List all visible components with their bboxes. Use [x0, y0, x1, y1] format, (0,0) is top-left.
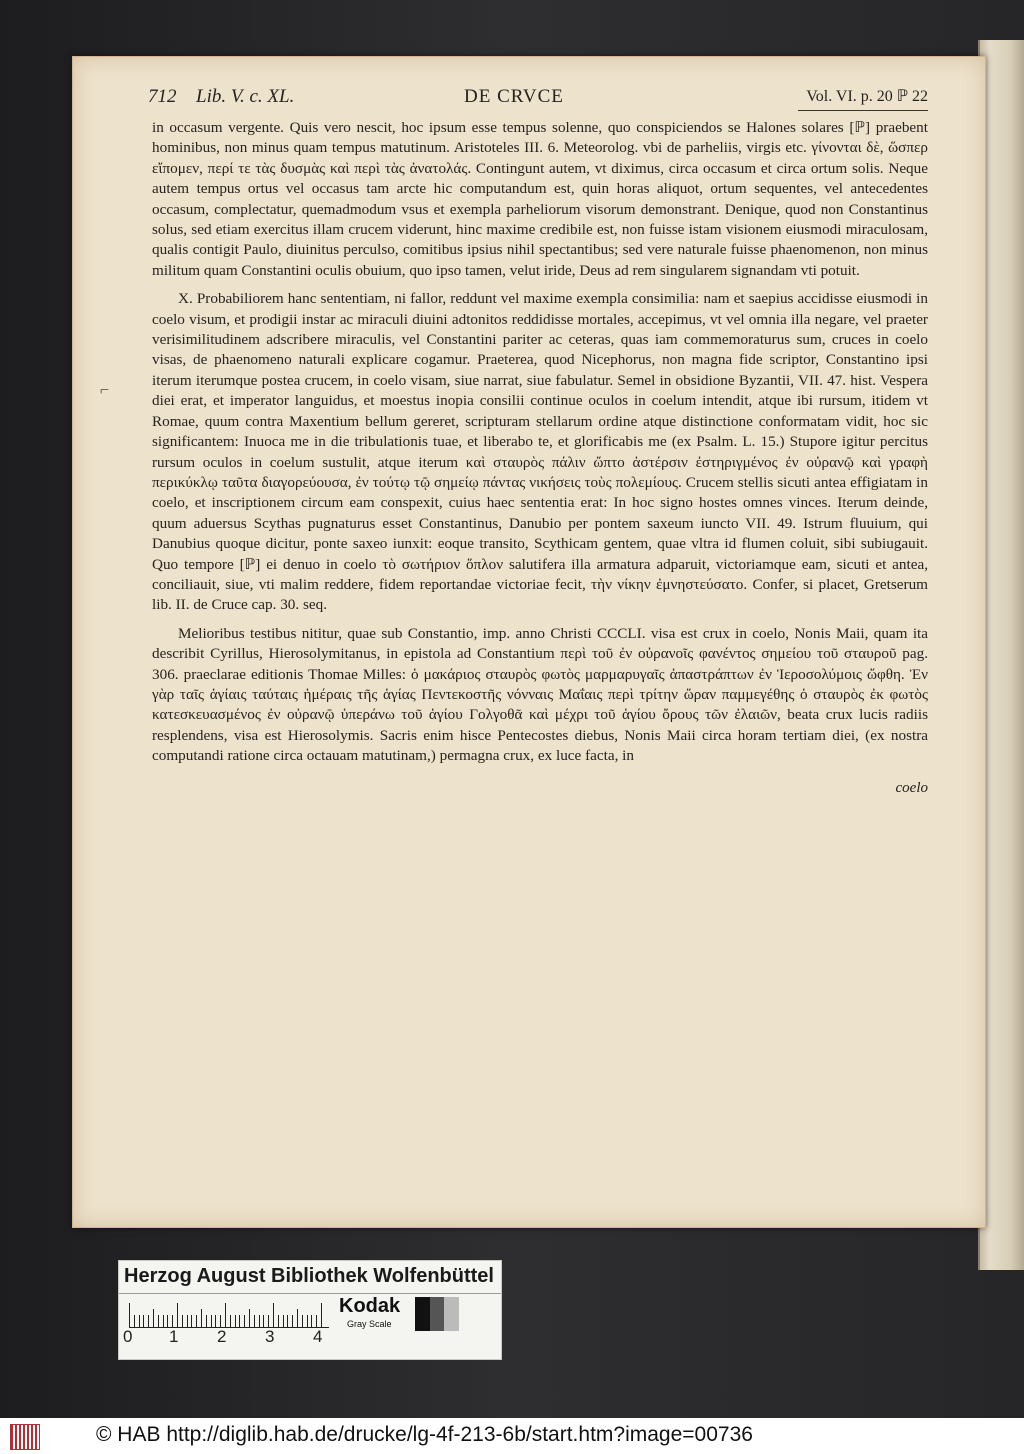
ruler-tick	[220, 1315, 221, 1327]
running-header	[148, 86, 928, 116]
margin-mark: ⌐	[100, 382, 110, 399]
ruler-tick	[191, 1315, 192, 1327]
strip-divider	[119, 1293, 501, 1294]
ruler-tick	[177, 1303, 178, 1327]
ruler-tick	[163, 1315, 164, 1327]
ruler-tick	[273, 1303, 274, 1327]
ruler-tick	[292, 1315, 293, 1327]
ruler-tick	[297, 1309, 298, 1327]
gray-patch	[415, 1297, 430, 1331]
chapter-reference: Lib. V. c. XL.	[196, 86, 295, 107]
institution-label: Herzog August Bibliothek Wolfenbüttel	[124, 1265, 494, 1287]
ruler-tick	[134, 1315, 135, 1327]
ruler-tick	[201, 1309, 202, 1327]
ruler-tick	[167, 1315, 168, 1327]
ruler-tick	[249, 1309, 250, 1327]
ruler-tick	[259, 1315, 260, 1327]
ruler-tick	[172, 1315, 173, 1327]
ruler-tick	[158, 1315, 159, 1327]
color-calibration-strip	[118, 1260, 502, 1360]
ruler-tick	[254, 1315, 255, 1327]
ruler-tick	[307, 1315, 308, 1327]
ruler-tick	[283, 1315, 284, 1327]
ruler-tick	[139, 1315, 140, 1327]
ruler-tick	[129, 1303, 130, 1327]
ruler-tick	[206, 1315, 207, 1327]
ruler-tick	[321, 1303, 322, 1327]
paragraph: Melioribus testibus nititur, quae sub Constantio, imp. anno Christi CCCLI. visa est crux in coelo, Nonis Maii, quam ita describit Cyrillus, Hierosolymitanus, in epistola ad Constantium περὶ τοῦ ἐν οὐρανοῖς φανέντος σημείου τοῦ σταυροῦ pag. 306. praeclarae editionis Thomae Milles: ὁ μακάριος σταυρὸς φωτὸς μαρμαρυγαῖς ἀπαστράπτων ἐν Ἱεροσολύμοις ὤφθη. Ἐν γὰρ ταῖς ἁγίαις ταύταις ἡμέραις τῆς ἁγίας Πεντεκοστῆς νόνναις Μαΐαις περὶ τρίτην ὥραν παμμεγέθης ὁ σταυρὸς ἐκ φωτὸς κατεσκευασμένος ἐν οὐρανῷ ὑπεράνω τοῦ ἁγίου Γολγοθᾶ καὶ μέχρι τοῦ ἁγίου ὄρους τῶν ἐλαιῶν, beata crux lucis radiis resplendens, visa est Hierosolymis. Sacris enim hisce Pentecostes diebus, Nonis Maii circa horam tertiam diei, (ex nostra computandi ratione circa octauam matutinam,) permagna crux, ex luce facta, in	[152, 624, 928, 765]
volume-reference: Vol. VI. p. 20 ℙ 22	[806, 88, 928, 105]
footer-copyright-url[interactable]: © HAB http://diglib.hab.de/drucke/lg-4f-213-6b/start.htm?image=00736	[96, 1423, 753, 1446]
gray-patch	[444, 1297, 459, 1331]
ruler-number: 3	[265, 1327, 275, 1346]
paragraph: X. Probabiliorem hanc sententiam, ni fallor, reddunt vel maxime exempla consimilia: nam et saepius accidisse eiusmodi in coelo visum, et prodigii instar ac miraculi diuini adtonitos reddidisse mortales, accepimus, vt vel omnia illa negare, vel praeter verisimilitudinem adscribere miraculis, vel Constantini pariter ac ceteras, quas iam commemoraturus sum, cruces in coelo visas, de phaenomeno naturali explicare cogamur. Praeterea, quod Nicephorus, non magna fide scriptor, Constantino ipsi iterum iterumque postea crucem, in coelo visam, siue narrat, siue fabulatur. Semel in obsidione Byzantii, VII. 47. hist. Vespera diei erat, et imperator languidus, et moestus inopia consilii continue oculos in coelum intendit, atque ibi rursum, itidem vt Romae, quum contra Maxentium bellum gereret, scripturam stellarum ordine atque distinctione conformatam vidit, hoc sic significantem: Inuoca me in die tribulationis tuae, et liberabo te, et glorificabis me (ex Psalm. L. 15.) Stupore igitur percitus rursum oculos in coelum sustulit, atque iterum καὶ σταυρὸς πάλιν ὤπτο ἀστέρσιν ἐστηριγμένος ἐν οὐρανῷ καὶ γραφὴ περικύκλῳ ταῦτα διαγορεύουσα, ἐν τούτῳ τῷ σημείῳ πάντας νικήσεις τοὺς πολεμίους. Crucem stellis sicuti antea effigiatam in coelo, et inscriptionem circum eam conspexit, cuius haec sententia erat: In hoc signo hostes omnes vinces. Iterum deinde, quum aduersus Scythas pugnaturus esset Constantinus, Danubio per pontem saxeum iuncto VII. 49. Istrum fluuium, qui Danubius quoque dicitur, ponte saxeo iunxit: eoque transito, Scythicam gentem, quae vltra id flumen coluit, sibi subiugauit. Quo tempore [ℙ] ei denuo in coelo τὸ σωτήριον ὅπλον salutifera illa armatura adparuit, victoriamque eam, sicuti et antea, conciliauit, siue, vti malim reddere, fidem reportandae victoriae fecit, τὴν νίκην ἐμνηστεύσατο. Confer, si placet, Gretserum lib. II. de Cruce cap. 30. seq.	[152, 290, 928, 614]
footer-bar	[0, 1418, 1024, 1454]
catchword: coelo	[895, 780, 928, 797]
ruler-tick	[148, 1315, 149, 1327]
ruler-tick	[182, 1315, 183, 1327]
ruler-tick	[143, 1315, 144, 1327]
ruler-tick	[215, 1315, 216, 1327]
ruler-number: 0	[123, 1327, 133, 1346]
ruler-tick	[225, 1303, 226, 1327]
gray-patch	[430, 1297, 445, 1331]
paragraph: in occasum vergente. Quis vero nescit, hoc ipsum esse tempus solenne, quo conspiciendos se Halones solares [ℙ] praebent hominibus, non minus quam tempus matutinum. Aristoteles III. 6. Meteorolog. vbi de parheliis, virgis etc. γίνονται δὲ, ὥσπερ εἴπομεν, περί τε τὰς δυσμὰς καὶ περὶ τὰς ἀνατολάς. Contingunt autem, vt diximus, circa occasum et circa ortum solis. Neque autem tempus ortus vel occasus tam arcte hic computandum est, quin horas aliquot, ortum sequentes, vel antecedentes occasum, complectatur, quemadmodum vsus et exempla parheliorum visorum demonstrant. Denique, quod non Constantinus solus, sed etiam exercitus illam crucem viderunt, hinc maxime credibile est, non fuisse istam visionem eiusmodi miraculosam, qualis contigit Paulo, diuinitus perculso, comitibus ipsius nihil spectantibus; sed vere naturale fuisse phaenomenon, non minus militum quam Constantini oculis obuium, quo ipso tamen, velut iride, Deus ad rem singularem signandam vti potuit.	[152, 119, 928, 279]
ruler-tick	[235, 1315, 236, 1327]
ruler-tick	[311, 1315, 312, 1327]
kodak-logo: Kodak	[339, 1295, 401, 1317]
kodak-subtitle: Gray Scale	[347, 1319, 392, 1329]
ruler-tick	[244, 1315, 245, 1327]
ruler-numbers	[123, 1327, 343, 1349]
ruler-tick	[187, 1315, 188, 1327]
page-number: 712	[148, 86, 177, 107]
body-text	[152, 118, 928, 797]
ruler-tick	[239, 1315, 240, 1327]
ruler-tick	[287, 1315, 288, 1327]
gray-scale-patches	[415, 1297, 459, 1331]
ruler-number: 4	[313, 1327, 323, 1346]
ruler-tick	[302, 1315, 303, 1327]
ruler-tick	[278, 1315, 279, 1327]
ruler-tick	[316, 1315, 317, 1327]
header-rule	[798, 110, 928, 111]
ruler-tick	[263, 1315, 264, 1327]
ruler-tick	[196, 1315, 197, 1327]
ruler-tick	[153, 1309, 154, 1327]
ruler-tick	[211, 1315, 212, 1327]
ruler-tick	[268, 1315, 269, 1327]
ruler-number: 2	[217, 1327, 227, 1346]
scale-ruler	[129, 1301, 329, 1328]
hab-logo-icon	[10, 1424, 40, 1450]
ruler-number: 1	[169, 1327, 179, 1346]
ruler-tick	[230, 1315, 231, 1327]
page-title: DE CRVCE	[464, 86, 564, 107]
